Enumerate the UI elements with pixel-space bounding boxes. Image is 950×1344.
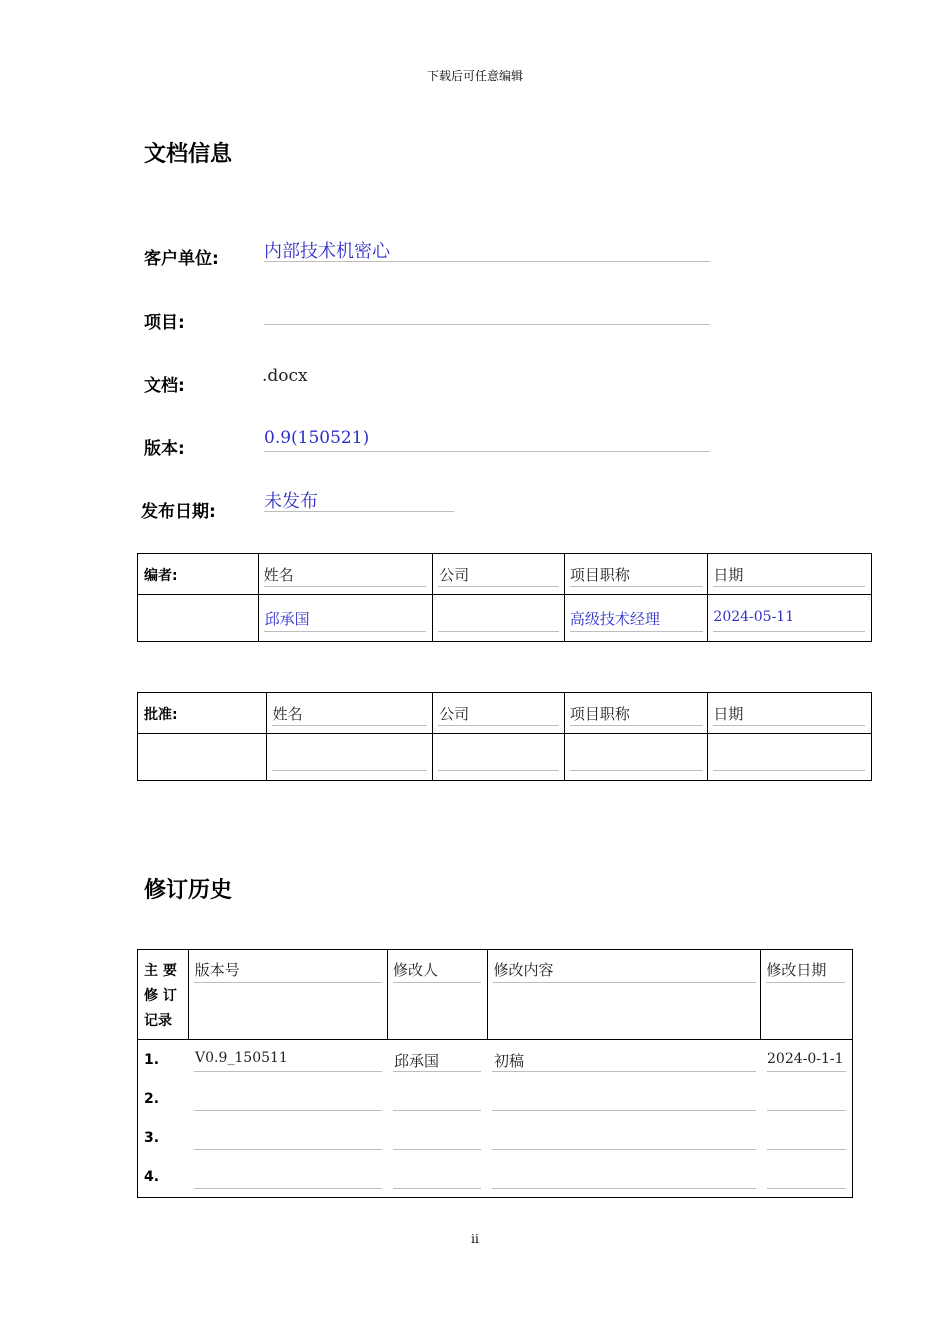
field-underline (272, 725, 427, 726)
revision-header-date: 修改日期 (766, 961, 827, 979)
editor-header-company-cell (433, 554, 565, 595)
editor-header-company: 公司 (439, 566, 470, 584)
field-underline (767, 1188, 846, 1189)
revision-header-date-cell (761, 950, 853, 1040)
approver-header-name-cell (266, 693, 433, 734)
approver-label-cell (138, 693, 267, 734)
revision-header-content-cell (487, 950, 761, 1040)
editor-name[interactable]: 邱承国 (264, 610, 310, 628)
field-underline (264, 586, 426, 587)
field-underline (570, 770, 703, 771)
approver-table (137, 692, 872, 781)
client-value[interactable]: 内部技术机密心 (264, 241, 390, 262)
field-underline (570, 725, 703, 726)
editor-title[interactable]: 高级技术经理 (569, 610, 660, 628)
revision-row-1-content[interactable]: 初稿 (494, 1052, 525, 1070)
field-underline (393, 982, 481, 983)
section-title-revision: 修订历史 (144, 878, 233, 903)
revision-row-1-author[interactable]: 邱承国 (394, 1052, 440, 1070)
revision-header-author-cell (387, 950, 487, 1040)
editor-header-name-cell (258, 554, 433, 595)
approver-header-date-cell (708, 693, 872, 734)
field-underline (194, 1188, 382, 1189)
approver-header-title: 项目职称 (569, 705, 630, 723)
field-underline (393, 1188, 481, 1189)
field-underline (438, 586, 559, 587)
field-underline (194, 982, 382, 983)
revision-label-line-1: 主 要 (144, 963, 177, 979)
editor-header-title-cell (564, 554, 708, 595)
editor-date-cell (708, 595, 872, 642)
approver-company-cell (433, 734, 565, 781)
field-underline (492, 1188, 756, 1189)
revision-header-version-cell (188, 950, 387, 1040)
field-underline (438, 770, 559, 771)
project-label: 项目: (144, 313, 185, 333)
field-underline (393, 1110, 481, 1111)
revision-rows-cell (138, 1040, 853, 1198)
editor-label-cell (138, 554, 259, 595)
field-underline (492, 1071, 756, 1072)
revision-row-4-num: 4. (144, 1169, 160, 1185)
field-underline (713, 631, 865, 632)
approver-header-company: 公司 (439, 705, 470, 723)
field-underline (194, 1071, 382, 1072)
editor-title-cell (564, 595, 708, 642)
revision-row-1-date[interactable]: 2024-0-1-1 (767, 1051, 844, 1067)
field-underline (393, 1071, 481, 1072)
editor-company-cell (433, 595, 565, 642)
approver-header-date: 日期 (713, 705, 744, 723)
client-underline (264, 261, 710, 262)
page-number: ii (471, 1232, 479, 1246)
revision-row-1-version[interactable]: V0.9_150511 (195, 1050, 288, 1066)
field-underline (767, 1071, 846, 1072)
revision-table (137, 949, 853, 1198)
field-underline (570, 631, 703, 632)
version-value[interactable]: 0.9(150521) (264, 428, 370, 448)
field-underline (438, 725, 559, 726)
field-underline (766, 982, 845, 983)
editor-date[interactable]: 2024-05-11 (713, 609, 795, 625)
revision-header-content: 修改内容 (493, 961, 554, 979)
field-underline (570, 586, 703, 587)
approver-label: 批准: (144, 707, 178, 723)
header-note: 下载后可任意编辑 (426, 69, 523, 83)
editor-name-cell (258, 595, 433, 642)
version-underline (264, 451, 710, 452)
field-underline (272, 770, 427, 771)
client-label: 客户单位: (144, 249, 219, 269)
revision-row-3-num: 3. (144, 1130, 160, 1146)
revision-header-author: 修改人 (392, 961, 438, 979)
field-underline (767, 1149, 846, 1150)
document-value[interactable]: .docx (262, 366, 308, 386)
editor-header-name: 姓名 (263, 566, 294, 584)
publish-label: 发布日期: (141, 502, 216, 522)
approver-name-cell (266, 734, 433, 781)
revision-row-2-num: 2. (144, 1091, 160, 1107)
editor-row-empty-cell (138, 595, 259, 642)
editor-label: 编者: (144, 568, 178, 584)
editor-header-title: 项目职称 (569, 566, 630, 584)
field-underline (194, 1149, 382, 1150)
project-underline (264, 324, 710, 325)
field-underline (194, 1110, 382, 1111)
version-label: 版本: (144, 439, 185, 459)
approver-title-cell (564, 734, 708, 781)
revision-label-cell (138, 950, 189, 1040)
approver-date-cell (708, 734, 872, 781)
revision-label-line-3: 记录 (144, 1013, 172, 1029)
revision-label-line-2: 修 订 (144, 988, 177, 1004)
approver-header-name: 姓名 (272, 705, 303, 723)
field-underline (438, 631, 559, 632)
field-underline (767, 1110, 846, 1111)
editor-header-date-cell (708, 554, 872, 595)
revision-header-version: 版本号 (194, 961, 240, 979)
publish-underline (264, 511, 454, 512)
field-underline (713, 770, 865, 771)
field-underline (713, 586, 865, 587)
field-underline (264, 631, 426, 632)
field-underline (393, 1149, 481, 1150)
section-title-doc-info: 文档信息 (144, 142, 233, 167)
publish-value[interactable]: 未发布 (264, 491, 318, 512)
document-label: 文档: (144, 376, 185, 396)
approver-row-empty-cell (138, 734, 267, 781)
field-underline (493, 982, 756, 983)
editor-table (137, 553, 872, 642)
approver-header-company-cell (433, 693, 565, 734)
field-underline (492, 1149, 756, 1150)
approver-header-title-cell (564, 693, 708, 734)
field-underline (713, 725, 865, 726)
revision-row-1-num: 1. (144, 1052, 160, 1068)
editor-header-date: 日期 (713, 566, 744, 584)
field-underline (492, 1110, 756, 1111)
